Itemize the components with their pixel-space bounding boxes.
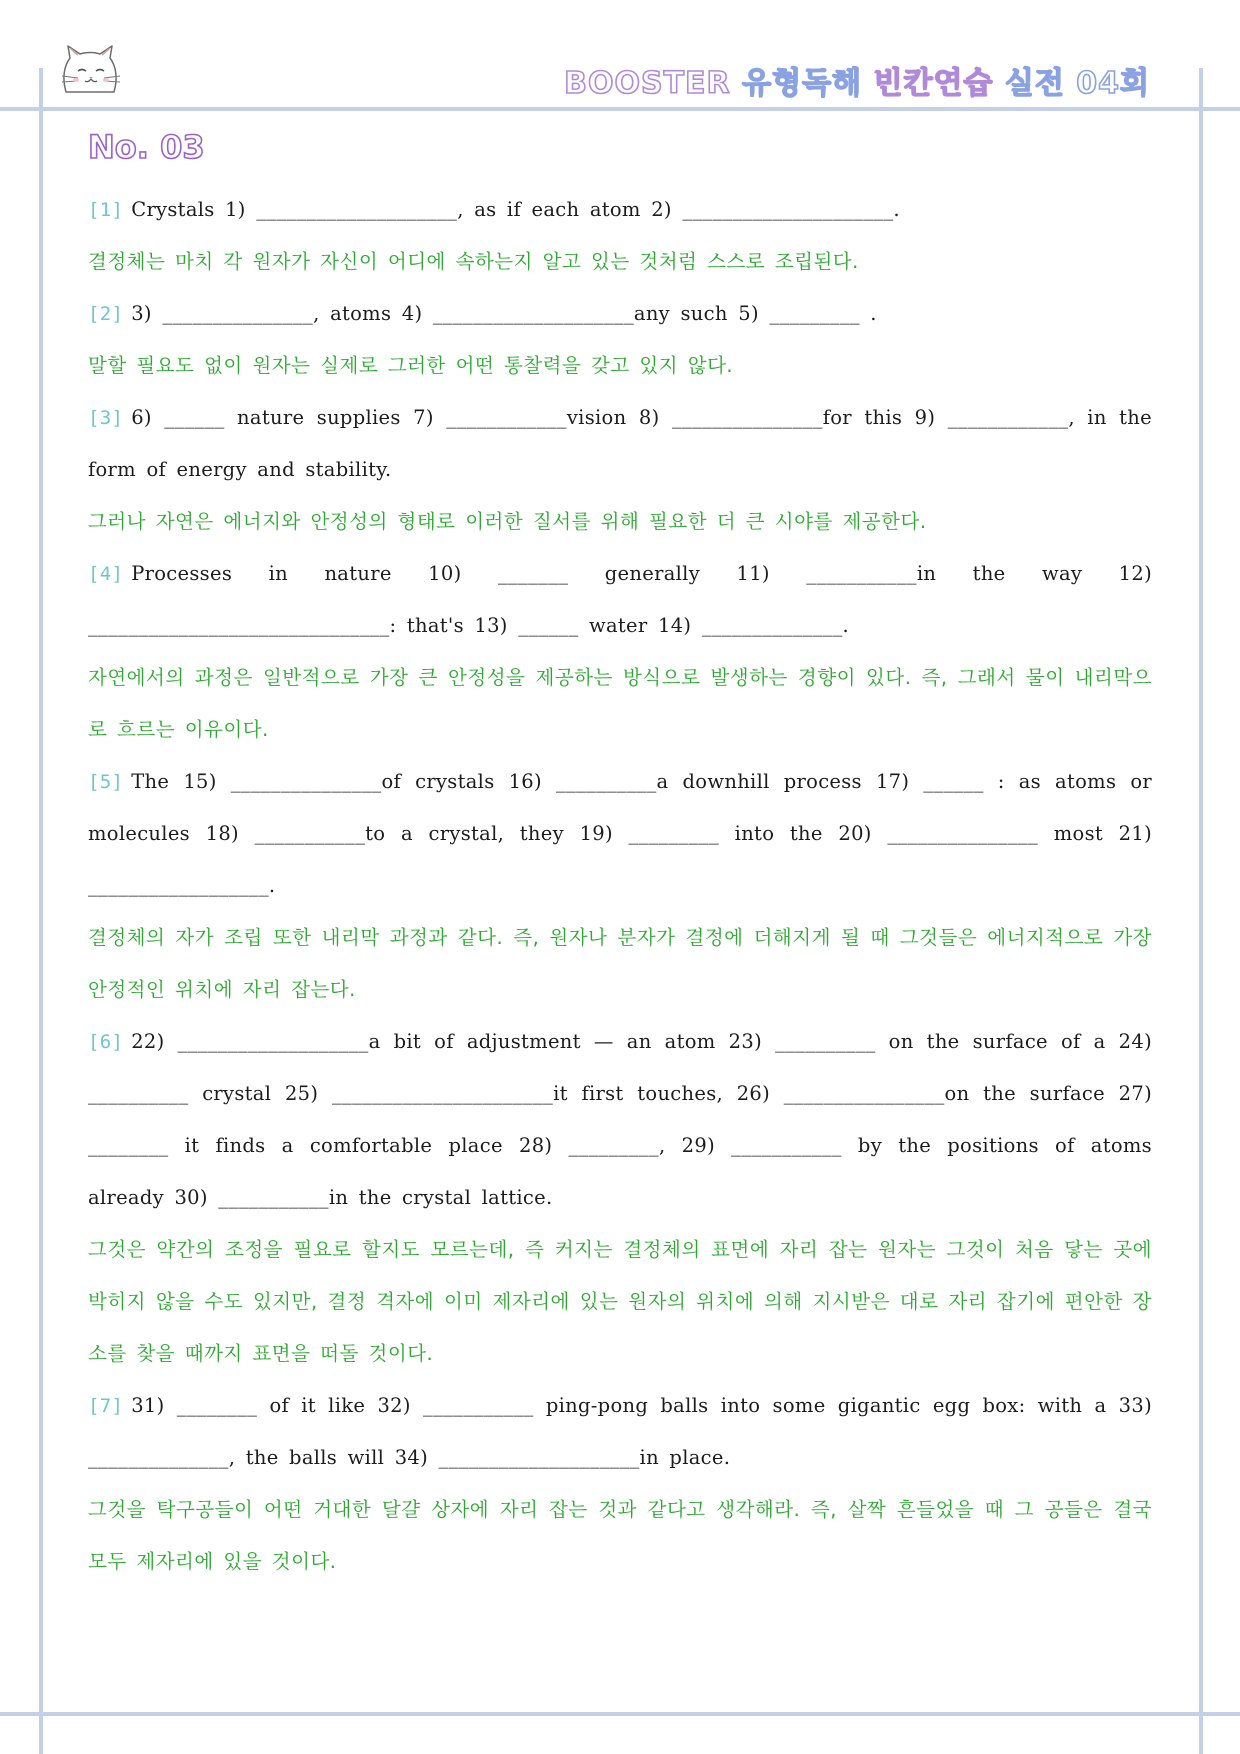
- section-marker: [6]: [88, 1031, 124, 1053]
- exercise-content: [88, 184, 1152, 1588]
- title-brand: BOOSTER: [564, 66, 731, 101]
- section-5-korean: 결정체의 자가 조립 또한 내리막 과정과 같다. 즉, 원자나 분자가 결정에 더해지게 될 때 그것들은 에너지적으로 가장 안정적인 위치에 자리 잡는다.: [88, 926, 1152, 1001]
- cat-logo-icon: [58, 44, 124, 100]
- sentence-with-blanks: Processes in nature 10) _______ generally 11) ___________in the way 12) ______________________________: that's 13) ______ water 14) ______________.: [88, 562, 1152, 637]
- sentence-with-blanks: 6) ______ nature supplies 7) ____________vision 8) _______________for this 9) ____________, in the form of energy and stability.: [88, 406, 1152, 481]
- section-4-korean: 자연에서의 과정은 일반적으로 가장 큰 안정성을 제공하는 방식으로 발생하는 경향이 있다. 즉, 그래서 물이 내리막으로 흐르는 이유이다.: [88, 666, 1152, 741]
- sentence-with-blanks: 31) ________ of it like 32) ___________ ping-pong balls into some gigantic egg box: with a 33) ______________, the balls will 34) ____________________in place.: [88, 1394, 1152, 1469]
- worksheet-title: [564, 58, 1150, 102]
- title-round: 실전 04회: [1004, 66, 1150, 101]
- section-marker: [4]: [88, 563, 124, 585]
- section-5-english: [88, 756, 1152, 912]
- section-7-english: [88, 1380, 1152, 1484]
- footer-rule: [0, 1712, 1240, 1716]
- section-2-korean: 말할 필요도 없이 원자는 실제로 그러한 어떤 통찰력을 갖고 있지 않다.: [88, 354, 734, 377]
- section-4-english: [88, 548, 1152, 652]
- sentence-with-blanks: Crystals 1) ____________________, as if each atom 2) _____________________.: [131, 198, 900, 221]
- section-marker: [7]: [88, 1395, 124, 1417]
- section-marker: [3]: [88, 407, 124, 429]
- sentence-with-blanks: 3) _______________, atoms 4) ____________________any such 5) _________ .: [131, 302, 877, 325]
- section-marker: [1]: [88, 199, 124, 221]
- section-3-korean: 그러나 자연은 에너지와 안정성의 형태로 이러한 질서를 위해 필요한 더 큰 시야를 제공한다.: [88, 510, 927, 533]
- problem-number: No. 03: [88, 128, 205, 166]
- section-3-english: [88, 392, 1152, 496]
- section-6-english: [88, 1016, 1152, 1224]
- section-1-english: [88, 184, 1152, 236]
- section-2-english: [88, 288, 1152, 340]
- sentence-with-blanks: The 15) _______________of crystals 16) __________a downhill process 17) ______ : as atoms or molecules 18) ___________to a crystal, they 19) _________ into the 20) _______________ most 21) __________________.: [88, 770, 1152, 897]
- title-type: 빈칸연습: [873, 66, 994, 101]
- sentence-with-blanks: 22) ___________________a bit of adjustment — an atom 23) __________ on the surface of a 24) __________ crystal 25) ______________________it first touches, 26) ________________on the surface 27) ________ it finds a comfortable place 28) _________, 29) ___________ by the positions of atoms already 30) ___________in the crystal lattice.: [88, 1030, 1152, 1209]
- section-marker: [2]: [88, 303, 124, 325]
- section-1-korean: 결정체는 마치 각 원자가 자신이 어디에 속하는지 알고 있는 것처럼 스스로 조립된다.: [88, 250, 859, 273]
- header-rule: [0, 107, 1240, 111]
- right-margin-rule: [1199, 68, 1203, 1754]
- title-category: 유형독해: [742, 66, 863, 101]
- section-7-korean: 그것을 탁구공들이 어떤 거대한 달걀 상자에 자리 잡는 것과 같다고 생각해라. 즉, 살짝 흔들었을 때 그 공들은 결국 모두 제자리에 있을 것이다.: [88, 1498, 1152, 1573]
- section-marker: [5]: [88, 771, 124, 793]
- left-margin-rule: [39, 68, 43, 1754]
- section-6-korean: 그것은 약간의 조정을 필요로 할지도 모르는데, 즉 커지는 결정체의 표면에 자리 잡는 원자는 그것이 처음 닿는 곳에 박히지 않을 수도 있지만, 결정 격자에 이미 제자리에 있는 원자의 위치에 의해 지시받은 대로 자리 잡기에 편안한 장소를 찾을 때까지 표면을 떠돌 것이다.: [88, 1238, 1152, 1365]
